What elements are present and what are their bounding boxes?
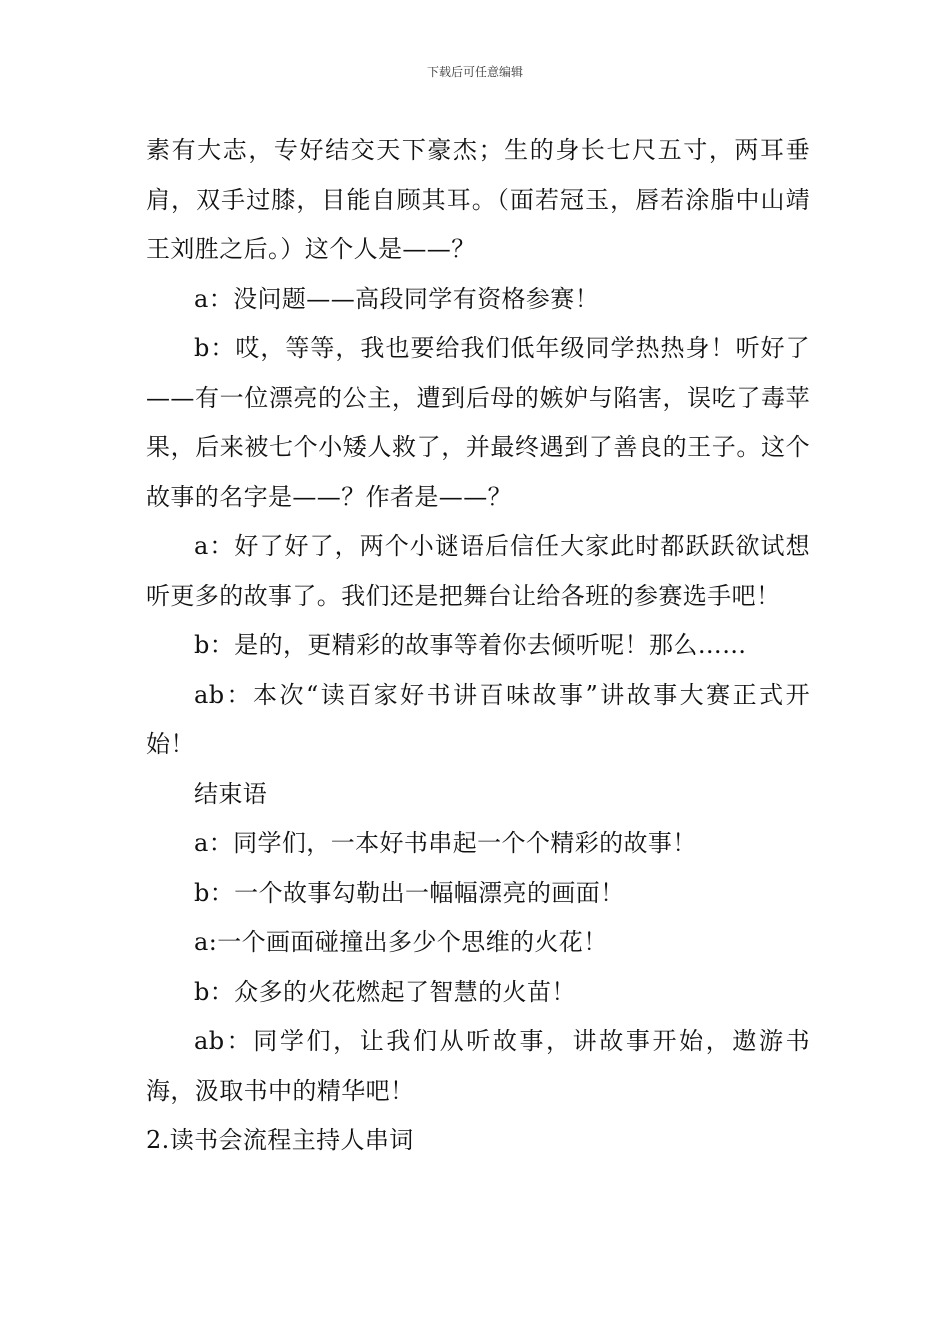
document-body (146, 126, 810, 1166)
paragraph-b-story-picture: b：一个故事勾勒出一幅幅漂亮的画面！ (194, 878, 625, 907)
paragraph-ab-contest-start: ab：本次“读百家好书讲百味故事”讲故事大赛正式开始！ (146, 680, 810, 758)
section-heading-book-club-script: 2.读书会流程主持人串词 (146, 1126, 414, 1154)
paragraph-b-more-stories: b：是的，更精彩的故事等着你去倾听呢！那么…… (194, 631, 747, 659)
paragraph-a-good-book: a：同学们，一本好书串起一个个精彩的故事！ (194, 829, 697, 857)
paragraph-intro-description: 素有大志，专好结交天下豪杰；生的身长七尺五寸，两耳垂肩，双手过膝，目能自顾其耳。（面若冠玉，唇若涂脂中山靖王刘胜之后。）这个人是——？ (146, 136, 810, 263)
paragraph-b-wisdom-flame: b：众多的火花燃起了智慧的火苗！ (194, 977, 576, 1006)
page-header-note: 下载后可任意编辑 (426, 65, 523, 79)
paragraph-a-no-problem: a：没问题——高段同学有资格参赛！ (194, 284, 600, 313)
section-heading-closing: 结束语 (194, 779, 268, 808)
paragraph-b-warm-up-riddle: b：哎，等等，我也要给我们低年级同学热热身！听好了——有一位漂亮的公主，遭到后母的嫉妒与陷害，误吃了毒苹果，后来被七个小矮人救了，并最终遇到了善良的王子。这个故事的名字是——？作者是——？ (146, 334, 810, 511)
paragraph-a-sparks: a:一个画面碰撞出多少个思维的火花！ (194, 928, 608, 956)
paragraph-ab-roam-book-sea: ab：同学们，让我们从听故事，讲故事开始，遨游书海，汲取书中的精华吧！ (146, 1027, 810, 1105)
paragraph-a-give-stage: a：好了好了，两个小谜语后信任大家此时都跃跃欲试想听更多的故事了。我们还是把舞台让给各班的参赛选手吧！ (146, 532, 810, 610)
